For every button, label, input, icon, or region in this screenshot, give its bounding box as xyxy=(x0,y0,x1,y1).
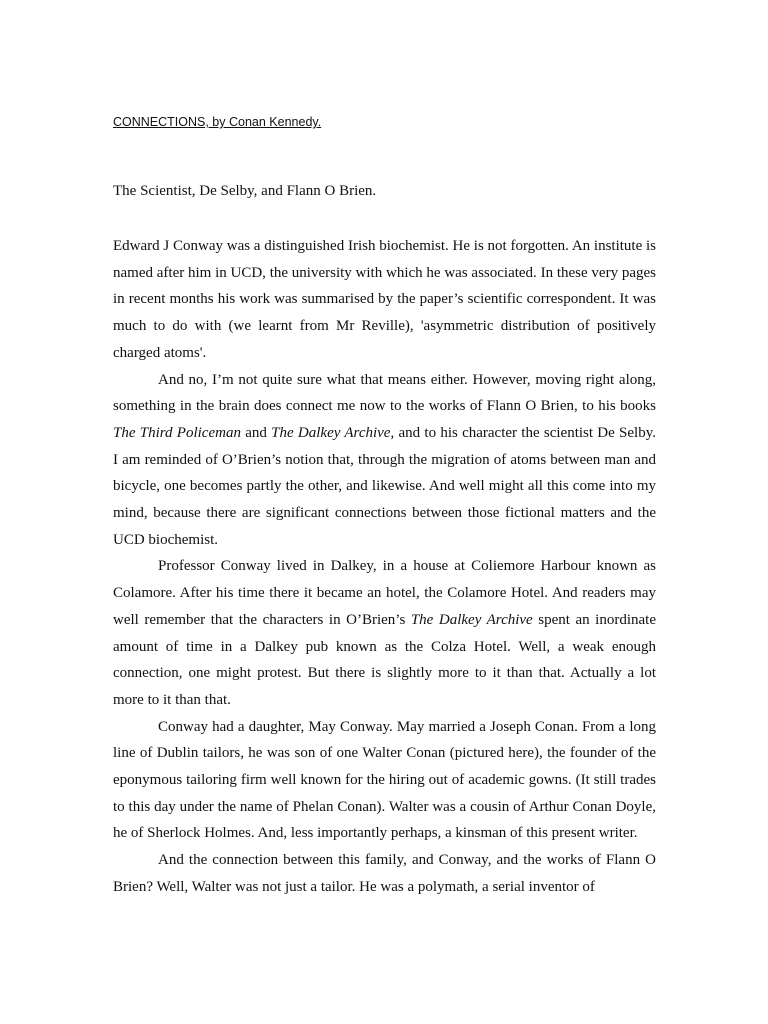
paragraph-text: Conway had a daughter, May Conway. May married a Joseph Conan. From a long line of Dublin tailors, he was son of one Walter Conan (pictured here), the founder of the eponymous tailoring firm well known for the hiring out of academic gowns. (It still trades to this day under the name of Phelan Conan). Walter was a cousin of Arthur Conan Doyle, he of Sherlock Holmes. And, less importantly perhaps, a kinsman of this present writer. xyxy=(113,718,656,842)
paragraph-5 xyxy=(113,847,656,900)
paragraph-text: and xyxy=(240,424,272,441)
paragraph-4 xyxy=(113,714,656,848)
paragraph-text: Edward J Conway was a distinguished Irish biochemist. He is not forgotten. An institute is named after him in UCD, the university with which he was associated. In these very pages in recent months his work was summarised by the paper’s scientific correspondent. It was much to do with (we learnt from Mr Reville), 'asymmetric distribution of positively charged atoms'. xyxy=(113,238,657,361)
paragraph-2 xyxy=(113,367,656,554)
book-title-third-policeman: The Third Policeman xyxy=(113,424,241,441)
article-title: The Scientist, De Selby, and Flann O Brien. xyxy=(113,183,377,199)
paragraph-text: And no, I’m not quite sure what that means either. However, moving right along, something in the brain does connect me now to the works of Flann O Brien, to his books xyxy=(113,371,656,415)
paragraph-1 xyxy=(113,233,656,367)
article-body xyxy=(113,233,656,901)
document-header: CONNECTIONS, by Conan Kennedy. xyxy=(113,115,322,129)
book-title-dalkey-archive: The Dalkey Archive xyxy=(410,611,533,628)
book-title-dalkey-archive: The Dalkey Archive xyxy=(271,424,391,441)
paragraph-text: Professor Conway lived in Dalkey, in a house at Coliemore Harbour known as Colamore. After his time there it became an hotel, the Colamore Hotel. And readers may well remember that the characters in O’Brien’s xyxy=(113,558,656,628)
paragraph-text: spent an inordinate amount of time in a Dalkey pub known as the Colza Hotel. Well, a weak enough connection, one might protest. But there is slightly more to it than that. Actually a lot more to it than that. xyxy=(113,611,656,708)
paragraph-text: And the connection between this family, and Conway, and the works of Flann O Brien? Well, Walter was not just a tailor. He was a polymath, a serial inventor of xyxy=(113,852,656,895)
paragraph-3 xyxy=(113,553,656,713)
paragraph-text: , and to his character the scientist De Selby. I am reminded of O’Brien’s notion that, through the migration of atoms between man and bicycle, one becomes partly the other, and likewise. And well might all this come into my mind, because there are significant connections between those fictional matters and the UCD biochemist. xyxy=(113,424,656,548)
